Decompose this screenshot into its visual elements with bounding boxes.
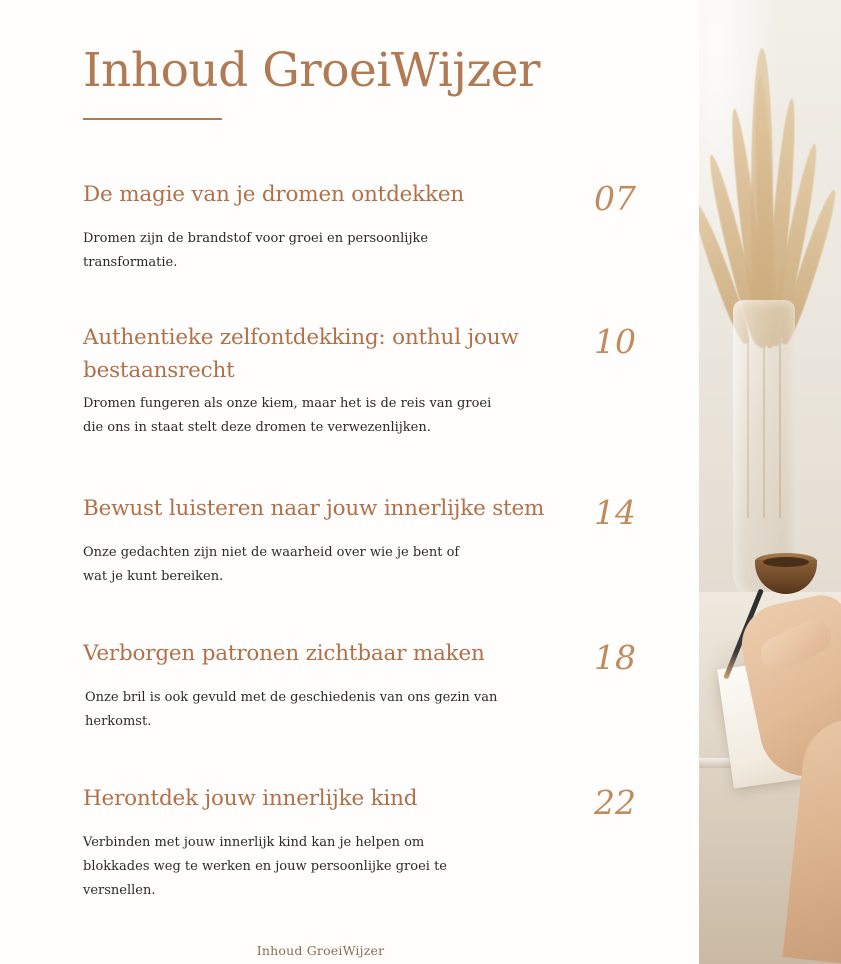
toc-entry-title[interactable]: Verborgen patronen zichtbaar maken [83, 640, 485, 666]
list-item[interactable] [83, 492, 644, 589]
pampas-grass-cluster [707, 18, 831, 348]
toc-entry-description: Dromen fungeren als onze kiem, maar het is de reis van groei die ons in staat stelt deze dromen te verwezenlijken. [83, 395, 492, 435]
list-item[interactable] [83, 321, 644, 440]
toc-entry-page-number: 18 [594, 637, 636, 677]
title-underline-rule [83, 118, 222, 120]
toc-entry-header [83, 178, 644, 219]
toc-entry-description: Verbinden met jouw innerlijk kind kan je helpen om blokkades weg te werken en jouw persoonlijke groei te versnellen. [83, 835, 447, 899]
toc-entry-page-number: 22 [594, 783, 636, 823]
dried-pampas-grass-and-writing-hand-photo [699, 0, 841, 964]
list-item[interactable] [83, 178, 644, 275]
toc-entry-description: Onze bril is ook gevuld met de geschiedenis van ons gezin van herkomst. [85, 689, 498, 729]
page-footer [0, 942, 699, 960]
page-title: Inhoud GroeiWijzer [83, 43, 540, 98]
toc-entry-page-number: 07 [594, 179, 636, 219]
table-of-contents [83, 178, 644, 903]
toc-entry-description: Onze gedachten zijn niet de waarheid over wie je bent of wat je kunt bereiken. [83, 544, 460, 584]
toc-entry-header [83, 492, 644, 532]
toc-entry-header [83, 637, 644, 677]
wooden-bowl-inner [763, 557, 809, 567]
toc-entry-page-number: 10 [594, 322, 636, 362]
toc-entry-description: Dromen zijn de brandstof voor groei en persoonlijke transformatie. [83, 231, 429, 271]
toc-entry-header [83, 782, 644, 823]
toc-entry-title[interactable]: Bewust luisteren naar jouw innerlijke stem [83, 495, 545, 521]
toc-entry-title[interactable]: De magie van je dromen ontdekken [83, 182, 464, 208]
toc-entry-page-number: 14 [594, 492, 636, 532]
footer-text: Inhoud GroeiWijzer [256, 943, 385, 958]
toc-entry-header [83, 321, 644, 388]
toc-entry-title[interactable]: Authentieke zelfontdekking: onthul jouw bestaansrecht [83, 325, 519, 384]
list-item[interactable] [83, 637, 644, 734]
list-item[interactable] [83, 782, 644, 903]
toc-entry-title[interactable]: Herontdek jouw innerlijke kind [83, 786, 418, 812]
